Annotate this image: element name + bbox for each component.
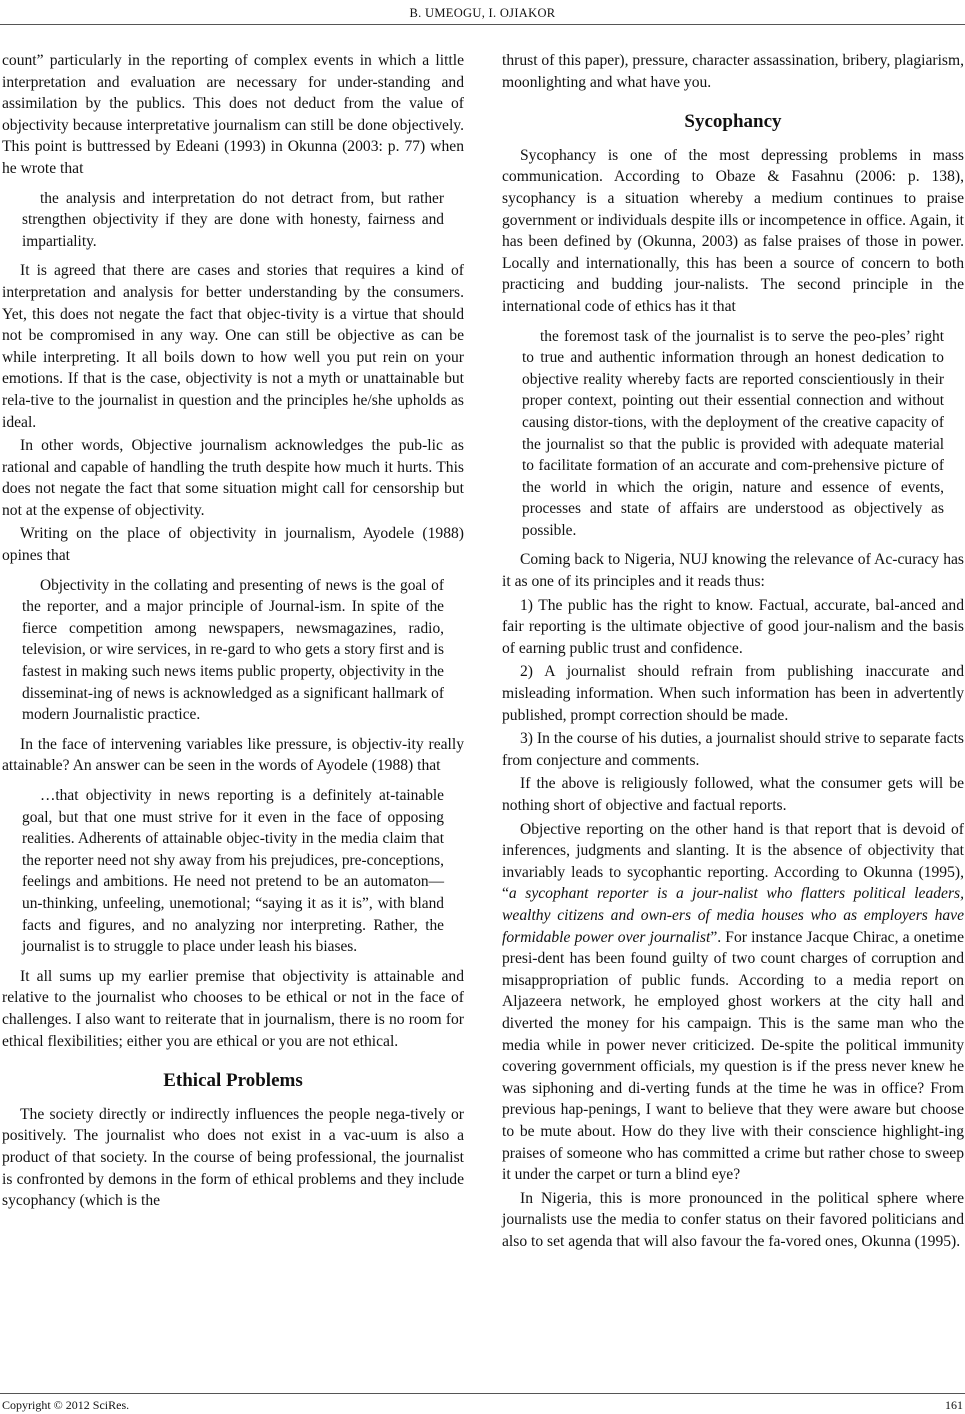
footer-rule bbox=[0, 1393, 965, 1394]
paragraph: In Nigeria, this is more pronounced in the political sphere where journalists use the media to confer status on their favored politicians and also to set agenda that will also favour the fa-vored ones, Okunna (1995). bbox=[502, 1189, 964, 1250]
paragraph: thrust of this paper), pressure, character assassination, bribery, plagiarism, moonlighting and what have you. bbox=[502, 52, 964, 91]
right-column bbox=[502, 50, 964, 1252]
paragraph: Writing on the place of objectivity in journalism, Ayodele (1988) opines that bbox=[2, 525, 464, 565]
running-head: B. UMEOGU, I. OJIAKOR bbox=[409, 6, 556, 20]
paragraph: 2) A journalist should refrain from publishing inaccurate and misleading information. When such information has been in advertently published, prompt correction should be made. bbox=[502, 663, 964, 724]
block-quote: the foremost task of the journalist is to serve the peo-ples’ right to true and authentic information through an honest dedication to objective reality whereby facts are reported conscientiously in their proper context, pointing out their essential connection and without causing distor-tions, with the deployment of the creative capacity of the journalist so that the public is provided with adequate material to facilitate formation of an accurate and com-prehensive picture of the world in which the origin, nature and essence of events, processes and state of affairs are understood as objectively as possible. bbox=[522, 327, 944, 539]
header-rule bbox=[0, 24, 965, 25]
italic-quote: a sycophant reporter is a jour-nalist who flatters political leaders, wealthy citizens and own-ers of media houses who as employers have formidable power over journalist bbox=[502, 885, 964, 946]
block-quote: the analysis and interpretation do not detract from, but rather strengthen objectivity if they are done with honesty, fairness and impartiality. bbox=[22, 189, 444, 250]
paragraph: It all sums up my earlier premise that objectivity is attainable and relative to the journalist who chooses to be ethical or not in the face of challenges. I also want to reiterate that in journalism, there is no room for ethical flexibilities; either you are ethical or you are not ethical. bbox=[2, 967, 464, 1050]
text-run: ”. For instance Jacque Chirac, a onetime presi-dent has been found guilty of two count charges of corruption and misappropriation of public funds. According to a media report on Aljazeera network, he employed ghost workers at the city hall and diverted the money for his campaign. This is the same man who the media while in power never criticized. De-spite the political immunity covering government officials, my question is if the press never knew he was siphoning and di-verting funds at the time he was in office? From previous hap-penings, I want to believe that they were aware but choose to be mute about. How do they live with their conscience highlight-ing praises of someone who has committed a crime but rather chose to sweep it under the carpet or turn a blind eye? bbox=[502, 928, 964, 1184]
left-column bbox=[2, 50, 464, 1212]
copyright-notice: Copyright © 2012 SciRes. bbox=[2, 1398, 130, 1412]
section-heading-sycophancy: Sycophancy bbox=[684, 111, 782, 133]
page-number: 161 bbox=[945, 1398, 963, 1412]
paragraph bbox=[502, 819, 964, 1186]
paragraph: It is agreed that there are cases and stories that requires a kind of interpretation and analysis for better understanding by the consumers. Yet, this does not negate the fact that objec-tivity is a virtue that should not be compromised in any way. One can still be objective as can be while interpreting. It all boils down to how well you put rein on your emotions. If that is the case, objectivity is not a myth or unattainable but rela-tive to the journalist in question and the principles he/she upholds as ideal. bbox=[2, 262, 464, 431]
paragraph: In other words, Objective journalism acknowledges the pub-lic as rational and capable of handling the truth despite how much it hurts. This does not negate the fact that some situation might call for censorship but not at the expense of objectivity. bbox=[2, 437, 464, 519]
block-quote: …that objectivity in news reporting is a definitely at-tainable goal, but that one must strive for it even in the face of opposing realities. Adherents of attainable objec-tivity in the media claim that the reporter need not shy away from his prejudices, pre-conceptions, feelings and ambitions. He need not pretend to be an automaton—un-thinking, unfeeling, unemotional; “saying it as it is”, with bland facts and figures, and no analyzing nor interpreting. Rather, the journalist is to struggle to place under leash his biases. bbox=[22, 787, 444, 956]
paragraph: The society directly or indirectly influences the people nega-tively or positively. The journalist who does not exist in a vac-uum is also a product of that society. In the course of being professional, the journalist is confronted by demons in the form of ethical problems and they include sycophancy (which is the bbox=[2, 1105, 464, 1210]
paragraph: count” particularly in the reporting of complex events in which a little interpretation and evaluation are necessary for under-standing and assimilation by the publics. This does not deduct from the value of objectivity because interpretative journalism can still be done objectively. This point is buttressed by Edeani (1993) in Okunna (2003: p. 77) when he wrote that bbox=[2, 52, 464, 177]
paragraph: In the face of intervening variables like pressure, is objectiv-ity really attainable? An answer can be seen in the words of Ayodele (1988) that bbox=[2, 735, 464, 775]
paragraph: If the above is religiously followed, what the consumer gets will be nothing short of objective and factual reports. bbox=[502, 775, 964, 814]
paragraph: 3) In the course of his duties, a journalist should strive to separate facts from conjecture and comments. bbox=[502, 730, 964, 769]
block-quote: Objectivity in the collating and presenting of news is the goal of the reporter, and a major principle of Journal-ism. In spite of the fierce competition among newspapers, newsmagazines, radio, television, or wire services, in re-gard to who gets a story first and is fastest in making such news items public property, objectivity in the disseminat-ing of news is acknowledged as a significant hallmark of modern Journalistic practice. bbox=[22, 576, 444, 724]
section-heading-ethical-problems: Ethical Problems bbox=[163, 1070, 303, 1092]
text-run: Objective reporting on the other hand is that report that is devoid of inferences, judgments and slanting. It is the absence of objectivity that invariably leads to sycophantic reporting. According to Okunna (1995), “ bbox=[502, 820, 964, 903]
paragraph: Coming back to Nigeria, NUJ knowing the relevance of Ac-curacy has it as one of its principles and it reads thus: bbox=[502, 551, 964, 591]
paragraph: 1) The public has the right to know. Factual, accurate, bal-anced and fair reporting is the ultimate objective of good jour-nalism and the basis of earning public trust and confidence. bbox=[502, 596, 964, 657]
paragraph: Sycophancy is one of the most depressing problems in mass communication. According to Obaze & Fasahnu (2006: p. 138), sycophancy is a situation whereby a medium continues to praise government or individuals despite ills or incompetence in office. Again, it has been defined by (Okunna, 2003) as false praises of those in power. Locally and internationally, this has been a source of concern to both practicing and budding jour-nalists. The second principle in the international code of ethics has it that bbox=[502, 146, 964, 315]
